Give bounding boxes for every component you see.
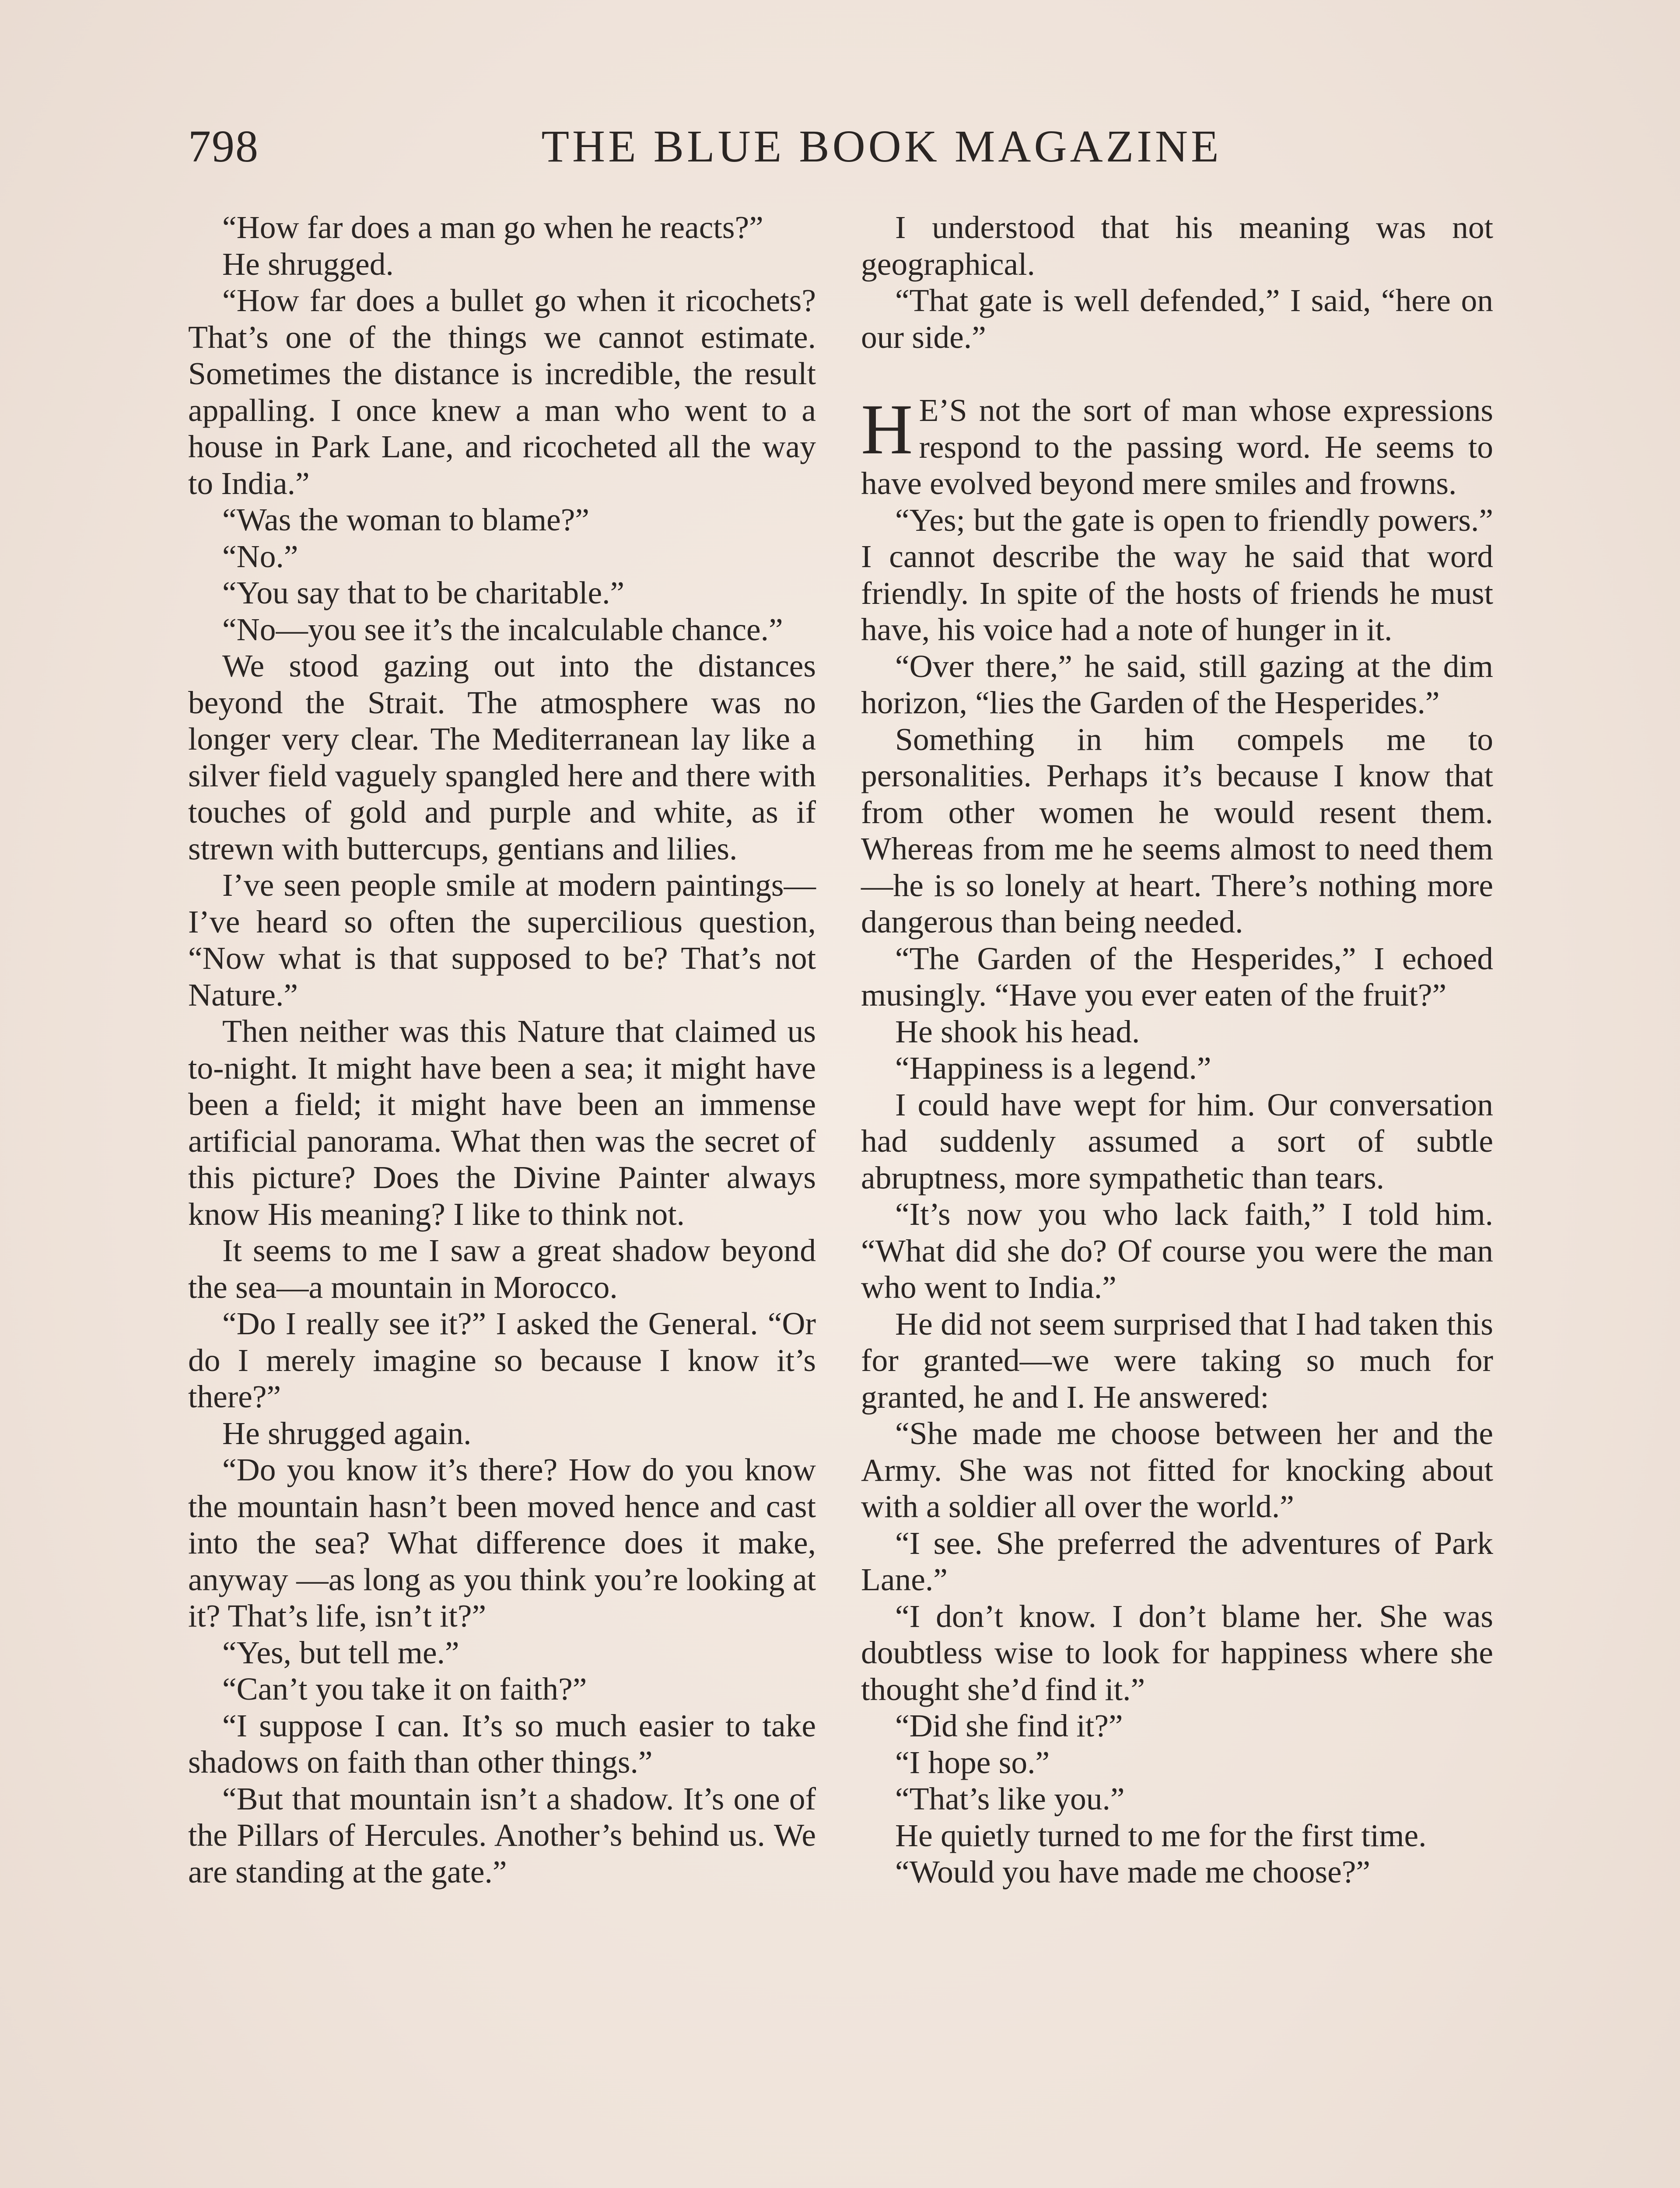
- paragraph: “But that mountain isn’t a shadow. It’s one of the Pillars of Hercules. Another’s behind us. We are standing at the gate.”: [188, 1781, 816, 1890]
- paragraph: “That gate is well defended,” I said, “here on our side.”: [861, 283, 1493, 355]
- page-header: [188, 118, 1496, 175]
- paragraph: “I don’t know. I don’t blame her. She was doubtless wise to look for happiness where she thought she’d find it.”: [861, 1598, 1493, 1707]
- left-column: [188, 209, 816, 1890]
- paragraph: I understood that his meaning was not geographical.: [861, 210, 1493, 282]
- paragraph: “How far does a bullet go when it ricochets? That’s one of the things we cannot estimate. Sometimes the distance is incredible, the result appalling. I once knew a man who went to a house in Park Lane, and ricocheted all the way to India.”: [188, 283, 816, 501]
- paragraph: “Happiness is a legend.”: [895, 1050, 1211, 1086]
- paragraph: “I suppose I can. It’s so much easier to take shadows on faith than other things.”: [188, 1708, 816, 1780]
- paragraph: “She made me choose between her and the Army. She was not fitted for knocking about with a soldier all over the world.”: [861, 1416, 1493, 1524]
- paragraph: “How far does a man go when he reacts?”: [222, 210, 763, 245]
- paragraph: He shook his head.: [895, 1013, 1140, 1049]
- section-break: [861, 355, 1493, 392]
- paragraph: Something in him compels me to personalities. Perhaps it’s because I know that from other women he would resent them. Whereas from me he seems almost to need them—he is so lonely at heart. There’s nothing more dangerous than being needed.: [861, 721, 1493, 940]
- drop-cap-paragraph: [861, 392, 1493, 502]
- paragraph: We stood gazing out into the distances beyond the Strait. The atmosphere was no longer very clear. The Mediterranean lay like a silver field vaguely spangled here and there with touches of gold and purple and white, as if strewn with buttercups, gentians and lilies.: [188, 648, 816, 866]
- paragraph: “Was the woman to blame?”: [222, 502, 590, 537]
- paragraph: “You say that to be charitable.”: [222, 575, 625, 610]
- paragraph: He shrugged.: [222, 246, 394, 282]
- paragraph: “No.”: [222, 538, 298, 574]
- paragraph: I could have wept for him. Our conversation had suddenly assumed a sort of subtle abruptness, more sympathetic than tears.: [861, 1087, 1493, 1196]
- drop-cap-paragraph-text: E’S not the sort of man whose expressions respond to the passing word. He seems to have evolved beyond mere smiles and frowns.: [861, 393, 1493, 501]
- paragraph: “I hope so.”: [895, 1744, 1050, 1780]
- paragraph: “No—you see it’s the incalculable chance.”: [222, 611, 783, 647]
- paragraph: He did not seem surprised that I had taken this for granted—we were taking so much for granted, he and I. He answered:: [861, 1306, 1493, 1415]
- paragraph: “The Garden of the Hesperides,” I echoed musingly. “Have you ever eaten of the fruit?”: [861, 940, 1493, 1013]
- paragraph: It seems to me I saw a great shadow beyond the sea—a mountain in Morocco.: [188, 1233, 816, 1305]
- paragraph: “Over there,” he said, still gazing at the dim horizon, “lies the Garden of the Hesperides.”: [861, 648, 1493, 720]
- paragraph: He quietly turned to me for the first time.: [895, 1817, 1427, 1853]
- paragraph: Then neither was this Nature that claimed us to-night. It might have been a sea; it might have been a field; it might have been an immense artificial panorama. What then was the secret of this picture? Does the Divine Painter always know His meaning? I like to think not.: [188, 1013, 816, 1232]
- paragraph: “I see. She preferred the adventures of Park Lane.”: [861, 1525, 1493, 1597]
- paragraph: “Do I really see it?” I asked the General. “Or do I merely imagine so because I know it’s there?”: [188, 1306, 816, 1414]
- drop-cap: H: [861, 390, 913, 469]
- paragraph: I’ve seen people smile at modern paintings—I’ve heard so often the supercilious question, “Now what is that supposed to be? That’s not Nature.”: [188, 867, 816, 1013]
- paragraph: “It’s now you who lack faith,” I told him. “What did she do? Of course you were the man who went to India.”: [861, 1196, 1493, 1305]
- page-number: 798: [188, 121, 259, 172]
- paragraph: “Would you have made me choose?”: [895, 1854, 1370, 1890]
- paragraph: “That’s like you.”: [895, 1781, 1125, 1816]
- paragraph: “Did she find it?”: [895, 1708, 1123, 1743]
- paragraph: He shrugged again.: [222, 1415, 472, 1451]
- paragraph: “Do you know it’s there? How do you know the mountain hasn’t been moved hence and cast into the sea? What difference does it make, anyway —as long as you think you’re looking at it? That’s life, isn’t it?”: [188, 1452, 816, 1634]
- right-column: [861, 209, 1493, 1890]
- paragraph: “Yes; but the gate is open to friendly powers.” I cannot describe the way he said that word friendly. In spite of the hosts of friends he must have, his voice had a note of hunger in it.: [861, 502, 1493, 647]
- paragraph: “Yes, but tell me.”: [222, 1634, 459, 1670]
- running-head: THE BLUE BOOK MAGAZINE: [541, 121, 1222, 172]
- paragraph: “Can’t you take it on faith?”: [222, 1671, 587, 1707]
